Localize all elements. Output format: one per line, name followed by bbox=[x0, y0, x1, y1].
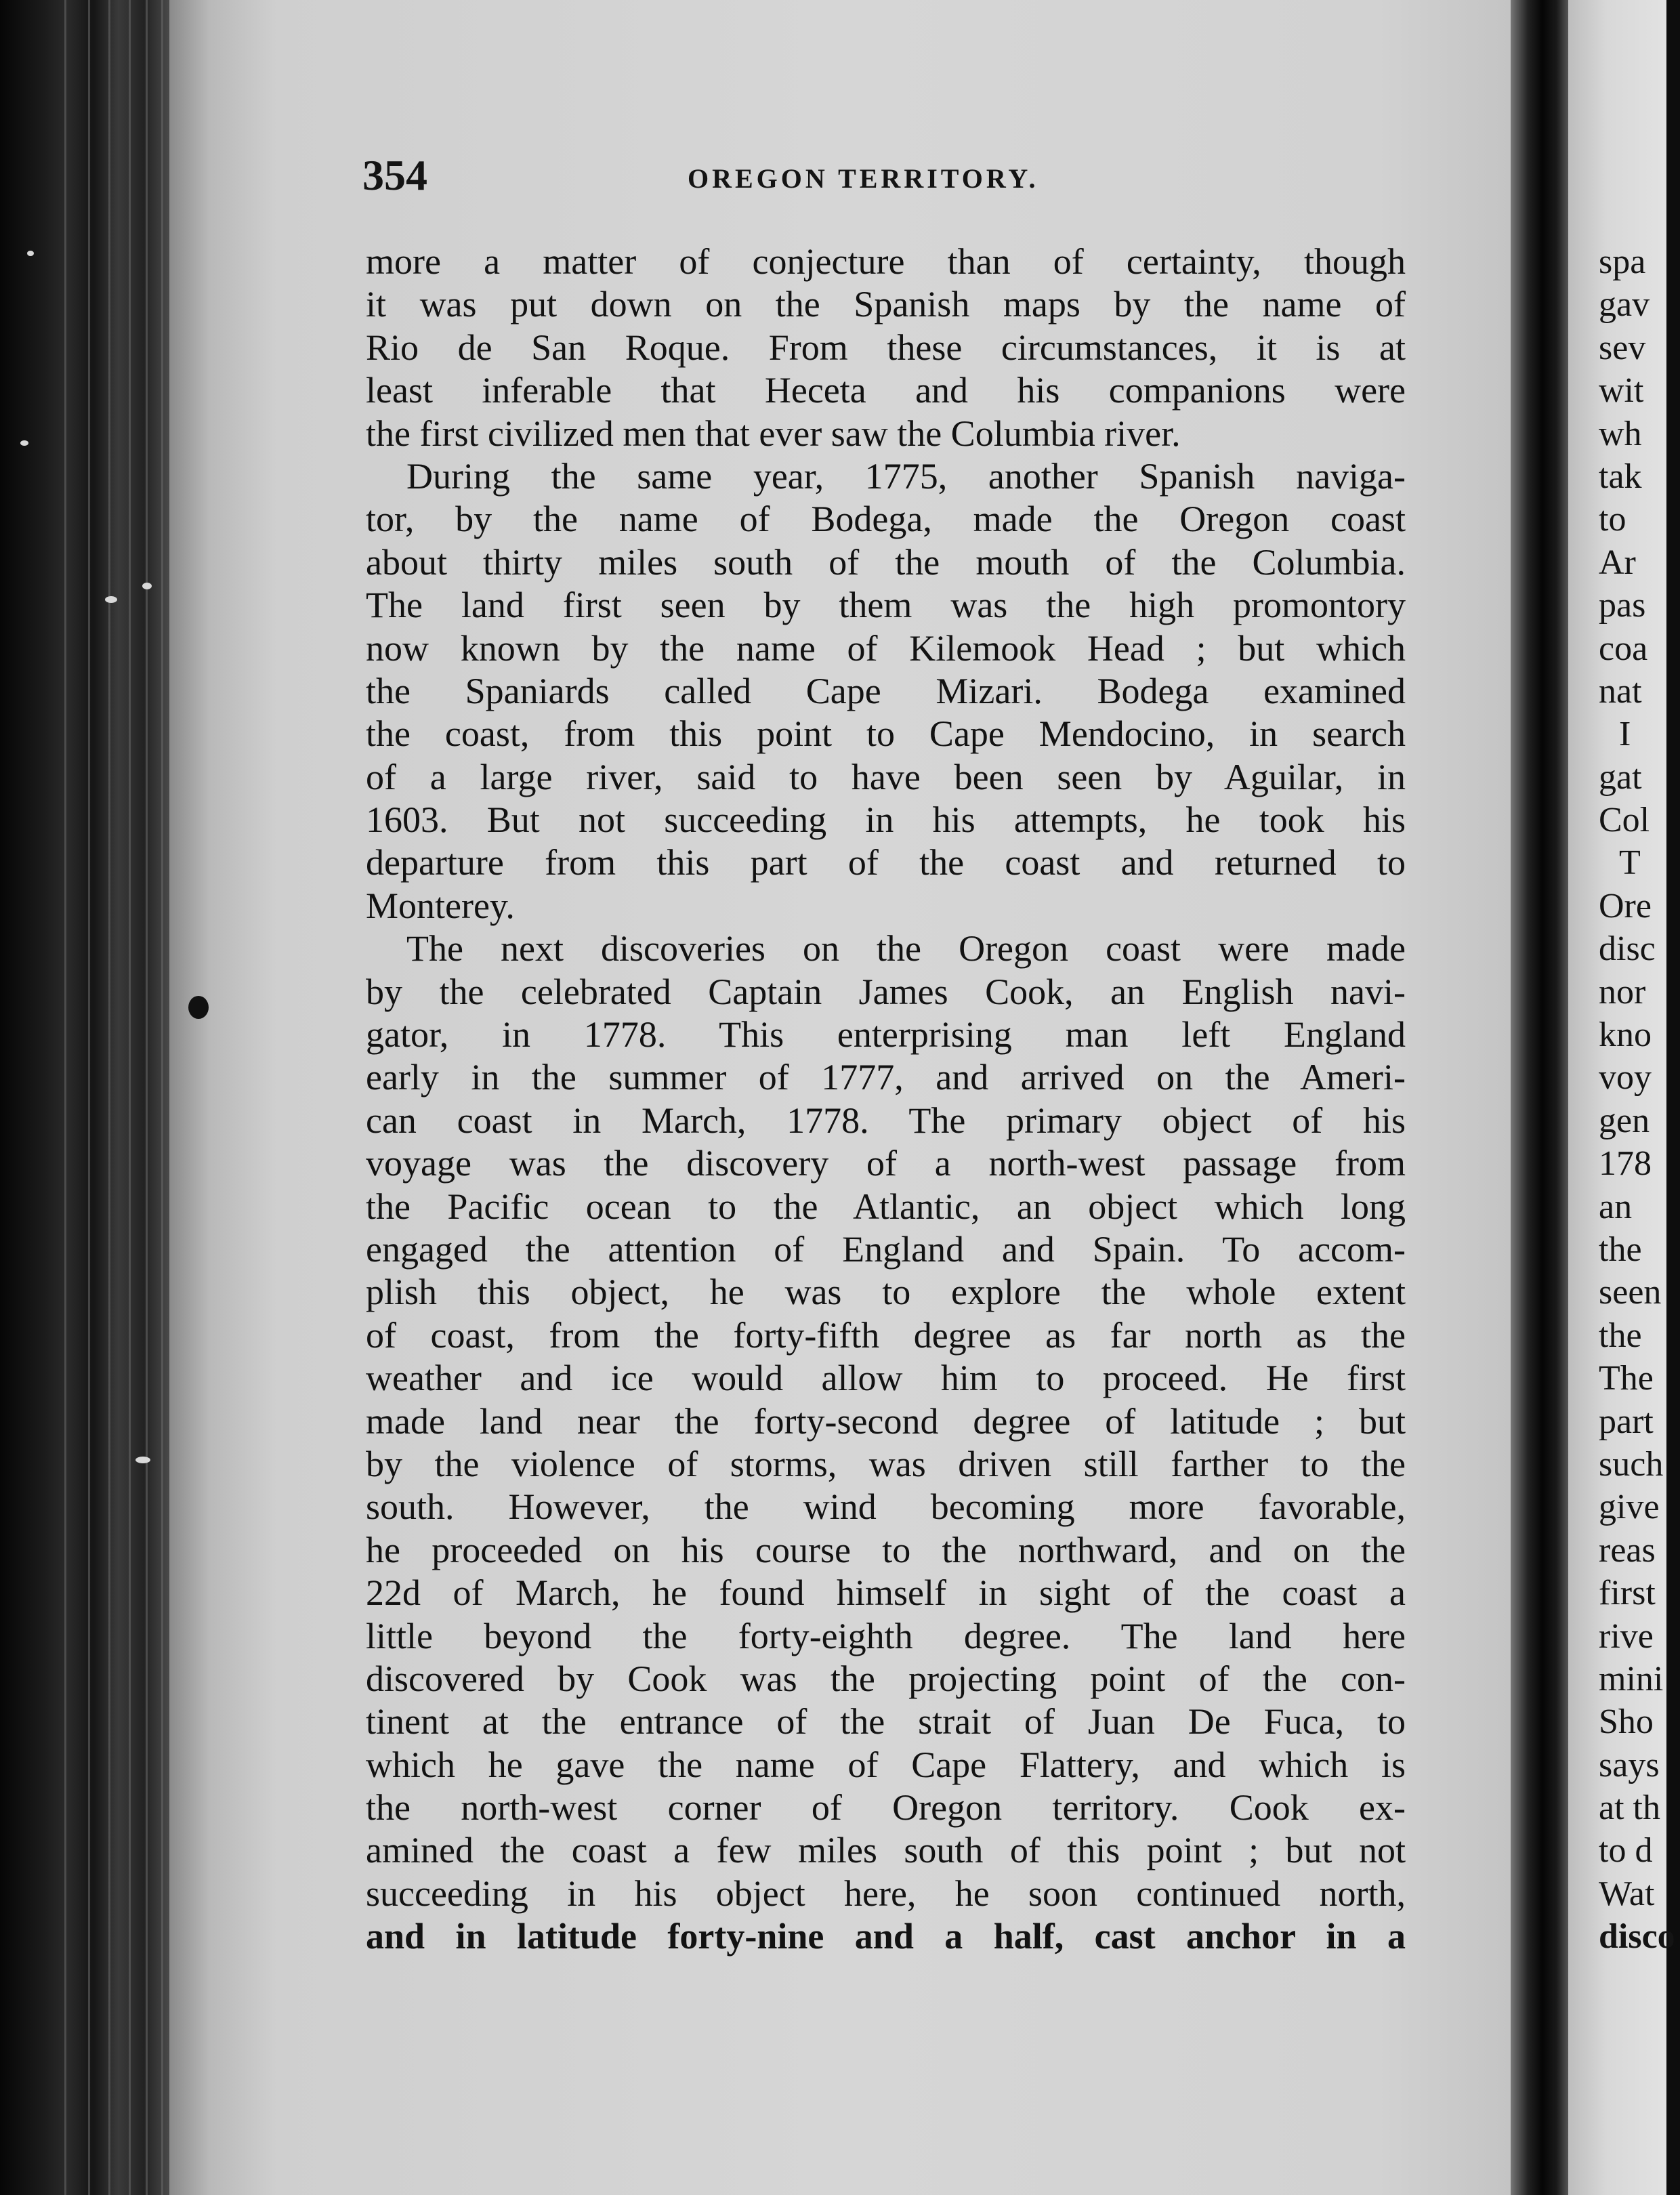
text-line: tinent at the entrance of the strait of Juan De Fuca, to bbox=[366, 1701, 1406, 1742]
text-line: by the violence of storms, was driven still farther to the bbox=[366, 1443, 1406, 1484]
film-speck bbox=[20, 440, 28, 446]
page-number: 354 bbox=[362, 151, 427, 199]
page-header bbox=[362, 150, 1406, 205]
film-speck bbox=[135, 1457, 150, 1463]
text-line: of coast, from the forty-fifth degree as far north as the bbox=[366, 1314, 1406, 1356]
right-page-text-fragment: gen bbox=[1599, 1101, 1650, 1140]
right-page-text-fragment: wh bbox=[1599, 414, 1642, 453]
text-line: which he gave the name of Cape Flattery, and which is bbox=[366, 1744, 1406, 1785]
right-page-text-fragment: kno bbox=[1599, 1016, 1652, 1055]
text-line: departure from this part of the coast and returned to bbox=[366, 842, 1406, 883]
page-edge-line bbox=[64, 0, 66, 2195]
right-page-text-fragment: voy bbox=[1599, 1058, 1652, 1098]
text-line: made land near the forty-second degree of latitude ; but bbox=[366, 1400, 1406, 1442]
text-line: succeeding in his object here, he soon continued north, bbox=[366, 1873, 1406, 1914]
text-line: early in the summer of 1777, and arrived on the Ameri- bbox=[366, 1057, 1406, 1098]
paper-speck bbox=[142, 583, 152, 589]
text-line: and in latitude forty-nine and a half, cast anchor in a bbox=[366, 1916, 1406, 1957]
text-line: more a matter of conjecture than of certainty, though bbox=[366, 241, 1406, 282]
page-edge-line bbox=[146, 0, 148, 2195]
text-line: The land first seen by them was the high promontory bbox=[366, 585, 1406, 626]
right-page-text-fragment: I bbox=[1619, 715, 1631, 754]
text-line: the coast, from this point to Cape Mendocino, in search bbox=[366, 713, 1406, 755]
book-gutter bbox=[1511, 0, 1568, 2195]
text-line: he proceeded on his course to the northward, and on the bbox=[366, 1529, 1406, 1570]
text-line: the north-west corner of Oregon territory. Cook ex- bbox=[366, 1787, 1406, 1828]
text-line: the Pacific ocean to the Atlantic, an object which long bbox=[366, 1186, 1406, 1227]
right-page-text-fragment: disc bbox=[1599, 929, 1656, 969]
text-line: it was put down on the Spanish maps by the name of bbox=[366, 284, 1406, 325]
right-page-text-fragment: 178 bbox=[1599, 1144, 1652, 1184]
text-line: During the same year, 1775, another Spanish naviga- bbox=[406, 455, 1406, 497]
right-page-text-fragment: wit bbox=[1599, 371, 1644, 411]
right-page-text-fragment: says bbox=[1599, 1745, 1660, 1784]
right-page-text-fragment: seen bbox=[1599, 1273, 1662, 1312]
right-page-text-fragment: coa bbox=[1599, 629, 1648, 668]
page-body-text bbox=[366, 241, 1406, 1959]
text-line: plish this object, he was to explore the whole extent bbox=[366, 1272, 1406, 1313]
text-line: can coast in March, 1778. The primary object of his bbox=[366, 1100, 1406, 1141]
film-speck bbox=[105, 596, 117, 603]
right-page-text-fragment: sev bbox=[1599, 328, 1646, 367]
page-edge-line bbox=[108, 0, 110, 2195]
right-page-text bbox=[1599, 241, 1680, 1959]
running-head: OREGON TERRITORY. bbox=[688, 163, 1039, 194]
right-page-text-fragment: disco bbox=[1599, 1917, 1675, 1957]
right-page-text-fragment: gat bbox=[1599, 757, 1642, 797]
right-page-text-fragment: reas bbox=[1599, 1530, 1656, 1570]
right-page-text-fragment: Wat bbox=[1599, 1874, 1655, 1913]
right-page-text-fragment: The bbox=[1599, 1359, 1654, 1398]
text-line: amined the coast a few miles south of this point ; but not bbox=[366, 1830, 1406, 1871]
text-line: engaged the attention of England and Spain. To accom- bbox=[366, 1228, 1406, 1270]
text-line: about thirty miles south of the mouth of the Columbia. bbox=[366, 541, 1406, 583]
right-page-text-fragment: rive bbox=[1599, 1616, 1654, 1656]
right-page-text-fragment: mini bbox=[1599, 1659, 1664, 1698]
text-line: discovered by Cook was the projecting point of the con- bbox=[366, 1658, 1406, 1699]
page-edge-line bbox=[129, 0, 131, 2195]
right-page-text-fragment: spa bbox=[1599, 243, 1646, 281]
right-page-text-fragment: Ore bbox=[1599, 886, 1652, 925]
right-page-text-fragment: Ar bbox=[1599, 543, 1636, 582]
text-line: the first civilized men that ever saw the Columbia river. bbox=[366, 413, 1181, 454]
right-page-text-fragment: nor bbox=[1599, 972, 1646, 1011]
text-line: Monterey. bbox=[366, 885, 515, 926]
text-line: gator, in 1778. This enterprising man left England bbox=[366, 1014, 1406, 1055]
text-line: little beyond the forty-eighth degree. The land here bbox=[366, 1615, 1406, 1656]
right-page-text-fragment: give bbox=[1599, 1488, 1660, 1527]
text-line: Rio de San Roque. From these circumstances, it is at bbox=[366, 327, 1406, 368]
text-line: voyage was the discovery of a north-west passage from bbox=[366, 1143, 1406, 1184]
text-line: least inferable that Heceta and his companions were bbox=[366, 370, 1406, 411]
right-page-text-fragment: an bbox=[1599, 1187, 1633, 1226]
text-line: 1603. But not succeeding in his attempts, he took his bbox=[366, 799, 1406, 841]
text-line: tor, by the name of Bodega, made the Oregon coast bbox=[366, 499, 1406, 540]
text-line: by the celebrated Captain James Cook, an English navi- bbox=[366, 971, 1406, 1012]
page-edge-line bbox=[88, 0, 90, 2195]
text-line: weather and ice would allow him to proceed. He first bbox=[366, 1358, 1406, 1399]
right-page-text-fragment: the bbox=[1599, 1230, 1642, 1269]
film-speck bbox=[27, 251, 34, 256]
right-page-text-fragment: at th bbox=[1599, 1789, 1660, 1828]
right-page-text-fragment: part bbox=[1599, 1402, 1654, 1441]
right-page-text-fragment: pas bbox=[1599, 586, 1646, 625]
page-edge-line bbox=[161, 0, 163, 2195]
right-page-text-fragment: to bbox=[1599, 500, 1626, 539]
right-page-text-fragment: nat bbox=[1599, 671, 1642, 711]
text-line: The next discoveries on the Oregon coast were made bbox=[406, 928, 1406, 969]
right-page-text-fragment: T bbox=[1619, 843, 1641, 883]
ink-blot bbox=[188, 996, 209, 1019]
text-line: south. However, the wind becoming more favorable, bbox=[366, 1486, 1406, 1528]
right-page-text-fragment: the bbox=[1599, 1316, 1642, 1355]
right-page-text-fragment: first bbox=[1599, 1574, 1656, 1613]
right-page-text-fragment: to d bbox=[1599, 1831, 1653, 1870]
text-line: the Spaniards called Cape Mizari. Bodega examined bbox=[366, 670, 1406, 711]
text-line: now known by the name of Kilemook Head ; but which bbox=[366, 627, 1406, 669]
book-spine-edge bbox=[0, 0, 169, 2195]
right-page-text-fragment: Sho bbox=[1599, 1702, 1654, 1742]
right-page-text-fragment: such bbox=[1599, 1444, 1664, 1484]
right-page-text-fragment: gav bbox=[1599, 285, 1650, 325]
text-line: 22d of March, he found himself in sight of the coast a bbox=[366, 1572, 1406, 1614]
right-page-text-fragment: Col bbox=[1599, 801, 1650, 840]
text-line: of a large river, said to have been seen by Aguilar, in bbox=[366, 756, 1406, 797]
right-page-fragment bbox=[1568, 0, 1675, 2195]
right-page-text-fragment: tak bbox=[1599, 457, 1642, 496]
